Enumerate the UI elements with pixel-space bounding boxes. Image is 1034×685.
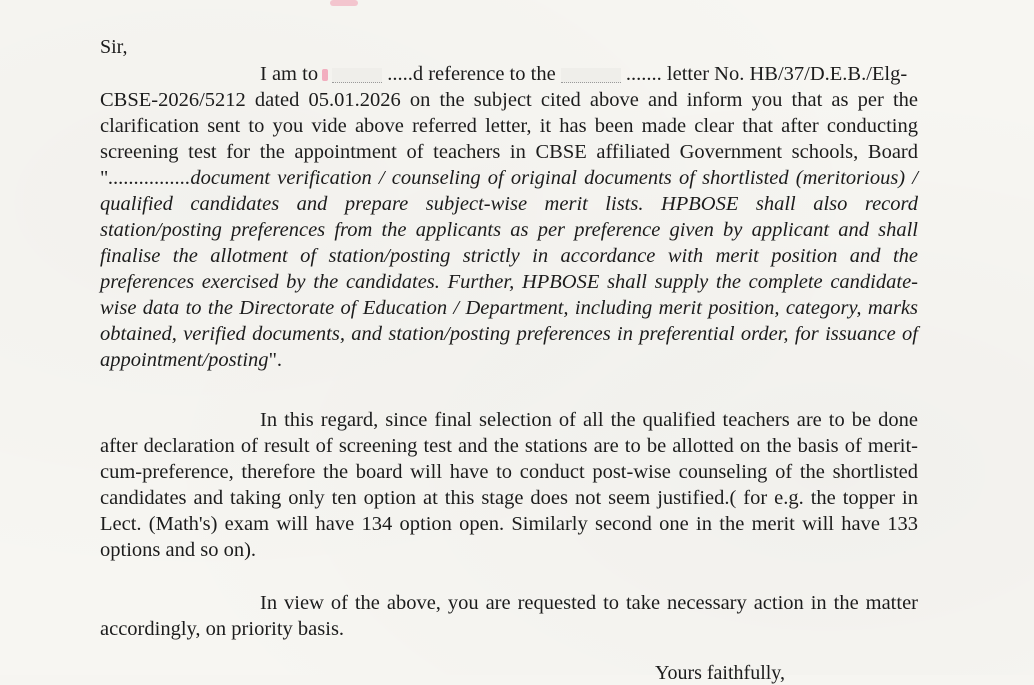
redacted-text — [332, 68, 382, 83]
paragraph-2-text: In this regard, since final selection of all the qualified teachers are to be done after declaration of result of screening test and the stations are to be allotted on the basis of merit-cum-preference, therefore the board will have to conduct post-wise counseling of the shortlisted candidates and taking only ten option at this stage does not seem justified.( for e.g. the topper in Lect. (Math's) exam will have 134 option open. Similarly second one in the merit will have 133 options and so on). — [100, 409, 918, 561]
opening-text-c: ....... letter No. HB/37/D.E.B./Elg- — [625, 63, 908, 85]
redacted-text — [561, 68, 621, 83]
body-text-italic: ................document verification / counseling of original documents of shortlisted (meritorious) / qualified candidates and prepare subject-wise merit lists. HPBOSE shall also record station/posting preferences from the applicants as per preference given by applicant and shall finalise the allotment of station/posting strictly in accordance with merit position and the preferences exercised by the candidates. Further, HPBOSE shall supply the complete candidate-wise data to the Directorate of Education / Department, including merit position, category, marks obtained, verified documents, and station/posting preferences in preferential order, for issuance of appointment/posting — [100, 167, 918, 371]
paragraph-3-text: In view of the above, you are requested to take necessary action in the matter accordingly, on priority basis. — [100, 592, 918, 640]
salutation: Sir, — [100, 36, 128, 58]
closing-signoff: Yours faithfully, — [655, 662, 786, 684]
ink-mark — [322, 69, 328, 81]
pink-ink-mark — [330, 0, 358, 6]
quote-close: ". — [268, 349, 283, 371]
body-text-normal: CBSE-2026/5212 dated 05.01.2026 on the subject cited above and inform you that as per the clarification sent to you vide above referred letter, it has been made clear that after conducting screening test for the appointment of teachers in CBSE affiliated Government schools, Board " — [100, 89, 918, 189]
paragraph-2 — [100, 407, 918, 563]
paragraph-1 — [100, 61, 918, 373]
opening-text-b: .....d reference to the — [387, 63, 556, 85]
opening-line — [100, 61, 918, 87]
opening-text-a: I am to — [260, 63, 319, 85]
paragraph-3 — [100, 590, 918, 642]
